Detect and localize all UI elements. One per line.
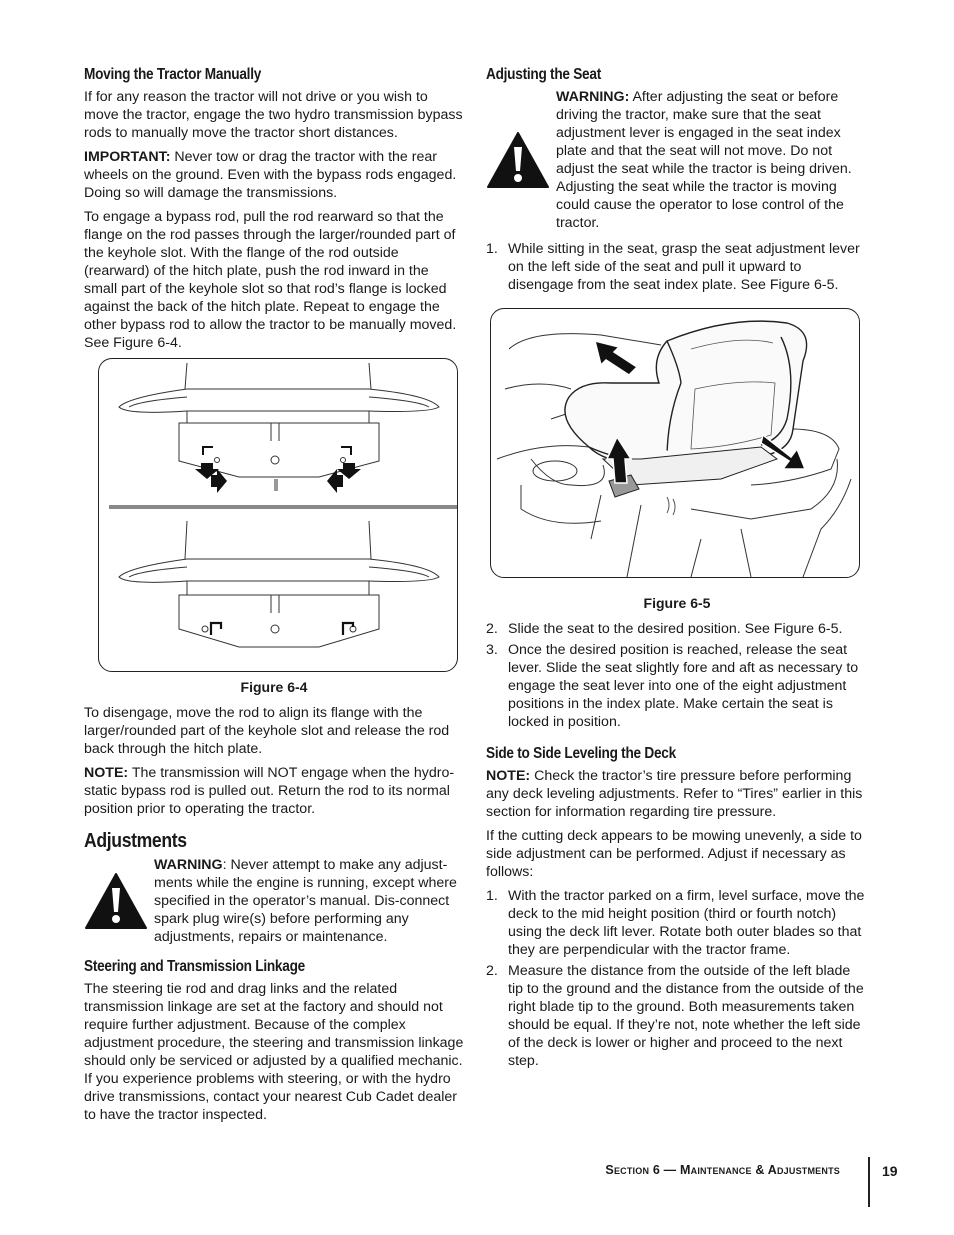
bypass-rod-illustration — [99, 359, 457, 671]
moving-paragraph-3: To engage a bypass rod, pull the rod rearward so that the flange on the rod passes through the larger/rounded part of the keyhole slot. With the flange of the rod outside (rearward) of the hitch plate, push the rod inward in the small part of the keyhole slot so that rod’s flange is locked against the back of the hitch plate. Repeat to engage the other bypass rod to allow the tractor to be manually moved. See Figure 6-4. — [84, 209, 457, 351]
figure-6-4 — [98, 358, 458, 672]
list-item: 2. Slide the seat to the desired position. See Figure 6-5. — [486, 621, 843, 637]
list-item: 2. Measure the distance from the outside of the left blade tip to the ground and the distance from the outside of the right blade tip to the ground. Both measurements taken should be equal. If they’re not, note whether the left side of the deck is lower or higher and proceed to the next step. — [486, 963, 864, 1069]
deck-note-label: NOTE: — [486, 768, 531, 784]
warning-icon — [84, 856, 154, 946]
seat-adjustment-illustration — [491, 309, 859, 577]
moving-tractor-heading: Moving the Tractor Manually — [84, 66, 262, 83]
note-paragraph — [84, 764, 464, 818]
list-item: 3. Once the desired position is reached, release the seat lever. Slide the seat slightly fore and aft as necessary to engage the seat lever into one of the eight adjustment positions in the index plate. Make certain the seat is locked in position. — [486, 642, 859, 730]
seat-warning-label: WARNING: — [556, 89, 630, 105]
important-paragraph — [84, 148, 464, 202]
moving-paragraph-1: If for any reason the tractor will not drive or you wish to move the tractor, engage the two hydro transmission bypass rods to manually move the tractor short distances. — [84, 89, 463, 141]
seat-warning — [486, 88, 868, 232]
right-column — [486, 66, 868, 1076]
deck-paragraph-2: If the cutting deck appears to be mowing unevenly, a side to side adjustment can be performed. Adjust if necessary as follows: — [486, 828, 862, 880]
figure-6-4-caption: Figure 6-4 — [240, 679, 308, 695]
list-item: 1. With the tractor parked on a firm, level surface, move the deck to the mid height position (third or fourth notch) using the deck lift lever. Rotate both outer blades so that they are perpendicular with the tractor frame. — [486, 888, 865, 958]
adjustments-warning — [84, 856, 464, 946]
page-number: 19 — [882, 1163, 898, 1179]
deck-steps — [486, 887, 868, 1070]
important-label: IMPORTANT: — [84, 149, 171, 165]
deck-note-paragraph — [486, 767, 868, 821]
adjustments-warning-text — [154, 856, 464, 946]
seat-warning-text — [556, 88, 868, 232]
seat-steps-2 — [486, 620, 868, 731]
adjustments-heading: Adjustments — [84, 830, 187, 852]
seat-steps-1 — [486, 240, 868, 294]
adjustments-warning-body: : Never attempt to make any adjust-ments while the engine is running, except where specified in the operator’s manual. Dis-connect spark plug wire(s) before performing any adjustments, repairs or maintenance. — [154, 857, 457, 945]
important-text: Never tow or drag the tractor with the rear wheels on the ground. Even with the bypass rods engaged. Doing so will damage the transmissions. — [84, 149, 457, 201]
adjustments-warning-label: WARNING — [154, 857, 223, 873]
seat-warning-body: After adjusting the seat or before driving the tractor, make sure that the seat adjustment lever is engaged in the seat index plate and that the seat will not move. Do not adjust the seat while the tractor is being driven. Adjusting the seat while the tractor is moving could cause the operator to lose control of the tractor. — [556, 89, 852, 231]
disengage-paragraph: To disengage, move the rod to align its flange with the larger/rounded part of the keyhole slot and release the rod back through the hitch plate. — [84, 705, 450, 757]
steering-paragraph: The steering tie rod and drag links and the related transmission linkage are set at the factory and should not require further adjustment. Because of the complex adjustment procedure, the steering and transmission linkage should only be serviced or adjusted by a qualified mechanic. If you experience problems with steering, or with the hydro drive transmissions, contact your nearest Cub Cadet dealer to have the tractor inspected. — [84, 981, 464, 1123]
note-label: NOTE: — [84, 765, 129, 781]
deck-note-text: Check the tractor’s tire pressure before performing any deck leveling adjustments. Refer to “Tires” earlier in this section for information regarding tire pressure. — [486, 768, 863, 820]
figure-6-5 — [490, 308, 860, 578]
figure-6-5-caption: Figure 6-5 — [643, 595, 711, 611]
steering-heading: Steering and Transmission Linkage — [84, 958, 305, 975]
left-column — [84, 66, 464, 1130]
footer-divider — [868, 1157, 870, 1207]
list-item: 1. While sitting in the seat, grasp the seat adjustment lever on the left side of the seat and pull it upward to disengage from the seat index plate. See Figure 6-5. — [486, 241, 860, 293]
footer-section-title: Section 6 — Maintenance & Adjustments — [605, 1163, 840, 1177]
warning-icon — [486, 88, 556, 232]
deck-leveling-heading: Side to Side Leveling the Deck — [486, 745, 676, 762]
note-text: The transmission will NOT engage when the hydro-static bypass rod is pulled out. Return the rod to its normal position prior to operating the tractor. — [84, 765, 455, 817]
adjusting-seat-heading: Adjusting the Seat — [486, 66, 601, 83]
